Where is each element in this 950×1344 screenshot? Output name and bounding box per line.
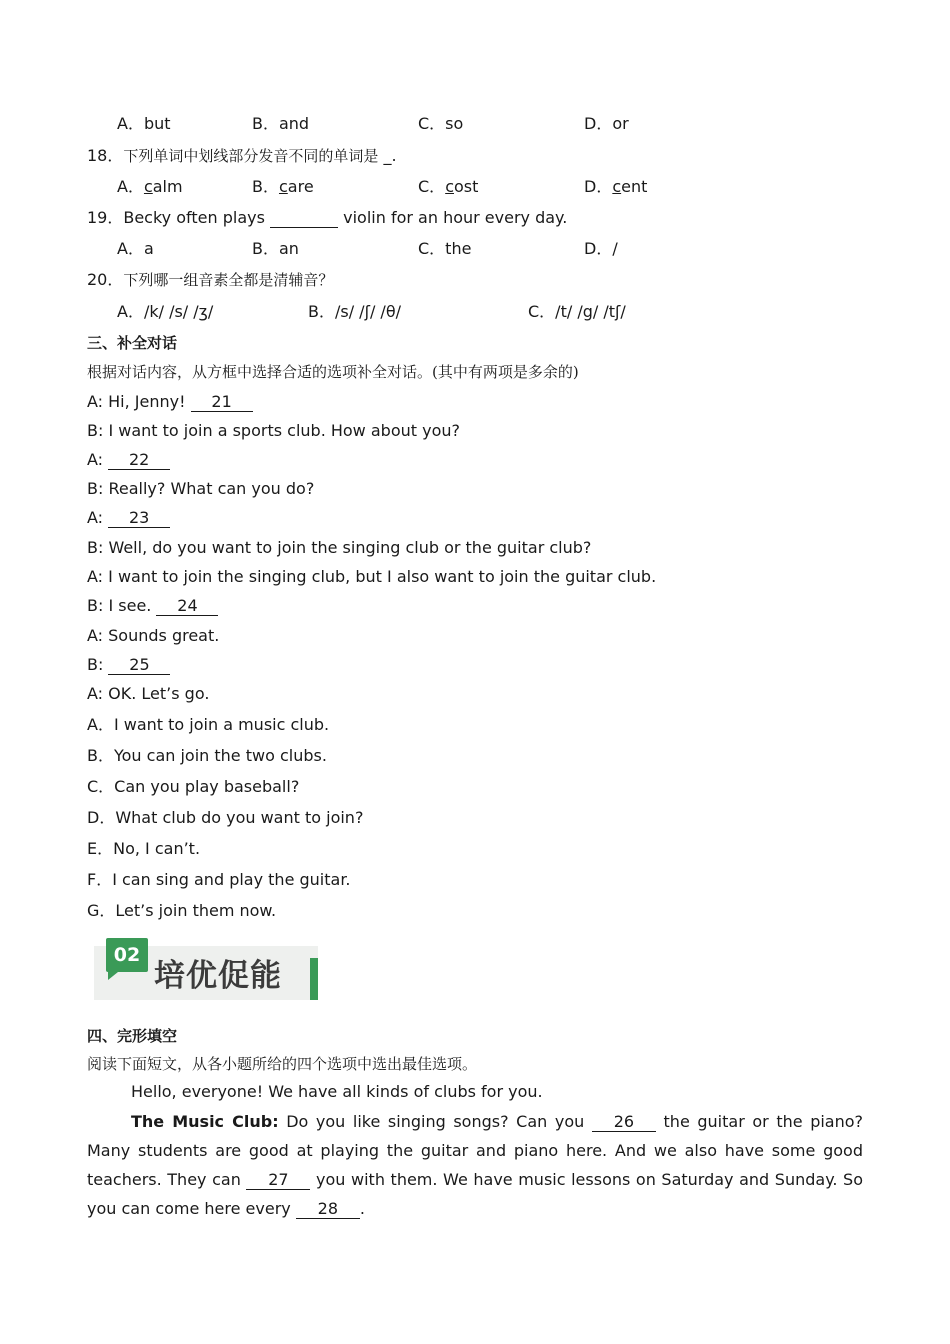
- q18-text: 下列单词中划线部分发音不同的单词是: [123, 147, 379, 165]
- q18-option-c-rest: ost: [453, 177, 479, 196]
- dialogue-blank: 23: [108, 509, 170, 528]
- section3-title: 三、补全对话: [87, 334, 178, 352]
- q18-option-d-label: D．: [584, 177, 613, 196]
- dialogue-line: [87, 392, 253, 412]
- passage-text-end: .: [359, 1199, 365, 1218]
- club-name: The Music Club:: [131, 1112, 279, 1131]
- dialogue-line: [87, 567, 656, 587]
- dialogue-option: G．Let’s join them now.: [87, 901, 277, 920]
- q19-text-after: violin for an hour every day.: [343, 208, 568, 227]
- dialogue-line: [87, 655, 170, 675]
- q20-stem: [87, 270, 333, 290]
- q20-text: 下列哪一组音素全都是清辅音？: [123, 271, 334, 289]
- q18-option-a: [117, 177, 183, 197]
- q18-option-c: [418, 177, 478, 197]
- q18-option-c-underlined: c: [445, 177, 454, 196]
- dialogue-line-text: B: I see.: [87, 596, 152, 615]
- q18-stem: [87, 146, 397, 166]
- dialogue-line: [87, 538, 591, 558]
- q19-option-c: C．the: [418, 239, 472, 258]
- dialogue-blank: 21: [191, 393, 253, 412]
- section4-instruction: 阅读下面短文，从各小题所给的四个选项中选出最佳选项。: [87, 1055, 478, 1073]
- q19-text-before: 19．Becky often plays: [87, 208, 265, 227]
- q18-option-b-label: B．: [252, 177, 279, 196]
- dialogue-line-text: A: I want to join the singing club, but I also want to join the guitar club.: [87, 567, 657, 586]
- passage-text-2: the guitar or the piano? Many students are good at playing the guitar and piano here. And we also have some good teachers. They can: [87, 1112, 864, 1189]
- q18-tail: _.: [383, 146, 397, 165]
- dialogue-line: [87, 596, 218, 616]
- dialogue-blank: 24: [156, 597, 218, 616]
- badge-accent-bar: [310, 958, 318, 1000]
- q18-option-d: [584, 177, 647, 197]
- q18-option-a-underlined: c: [143, 177, 153, 196]
- q19-blank: [270, 209, 338, 228]
- dialogue-option: F．I can sing and play the guitar.: [87, 870, 351, 889]
- q17-option-b: B．and: [252, 114, 310, 133]
- q19-option-d: D．/: [584, 239, 618, 258]
- dialogue-line: [87, 450, 170, 470]
- q20-number: 20．: [87, 270, 124, 289]
- dialogue-option: B．You can join the two clubs.: [87, 746, 327, 765]
- passage-music-club: [87, 1107, 863, 1223]
- q20-option-b: B．/s/ /ʃ/ /θ/: [308, 302, 401, 321]
- dialogue-line-text: B: Well, do you want to join the singing club or the guitar club?: [87, 538, 592, 557]
- blank-26: 26: [592, 1113, 656, 1132]
- dialogue-line: [87, 684, 209, 704]
- dialogue-line-text: B: I want to join a sports club. How about you?: [87, 421, 460, 440]
- dialogue-blank: 25: [108, 656, 170, 675]
- dialogue-line-text: A: OK. Let’s go.: [87, 684, 210, 703]
- q20-option-a: A．/k/ /s/ /ʒ/: [117, 302, 214, 321]
- q19-stem: [87, 208, 567, 228]
- section-badge: [94, 938, 320, 1002]
- q19-option-a: A．a: [117, 239, 154, 258]
- q18-option-c-label: C．: [418, 177, 446, 196]
- badge-title: 培优促能: [154, 958, 282, 994]
- badge-tail-shape: [108, 972, 118, 980]
- q18-number: 18．: [87, 146, 124, 165]
- dialogue-line: [87, 479, 314, 499]
- blank-27: 27: [246, 1171, 310, 1190]
- dialogue-blank: 22: [108, 451, 170, 470]
- q18-option-b: [252, 177, 314, 197]
- dialogue-line-text: A: Sounds great.: [87, 626, 220, 645]
- q18-option-a-label: A．: [117, 177, 144, 196]
- dialogue-line-text: B:: [87, 655, 104, 674]
- blank-28: 28: [296, 1200, 360, 1219]
- dialogue-line-text: B: Really? What can you do?: [87, 479, 315, 498]
- q17-option-a: A．but: [117, 114, 171, 133]
- dialogue-line-text: A: Hi, Jenny!: [87, 392, 186, 411]
- q20-option-c: C．/t/ /g/ /tʃ/: [528, 302, 626, 321]
- q18-option-d-underlined: c: [612, 177, 622, 196]
- q19-option-b: B．an: [252, 239, 299, 258]
- dialogue-line: [87, 626, 219, 646]
- dialogue-line-text: A:: [87, 450, 104, 469]
- dialogue-option: D．What club do you want to join?: [87, 808, 364, 827]
- dialogue-option: A．I want to join a music club.: [87, 715, 330, 734]
- dialogue-option: C．Can you play baseball?: [87, 777, 300, 796]
- dialogue-line: [87, 421, 460, 441]
- section3-instruction: 根据对话内容，从方框中选择合适的选项补全对话。(其中有两项是多余的): [87, 363, 579, 381]
- passage-intro: Hello, everyone! We have all kinds of clubs for you.: [131, 1082, 543, 1101]
- dialogue-line: [87, 508, 170, 528]
- dialogue-option: E．No, I can’t.: [87, 839, 201, 858]
- q18-option-b-underlined: c: [278, 177, 288, 196]
- passage-text-1: Do you like singing songs? Can you: [286, 1112, 585, 1131]
- q18-option-d-rest: ent: [621, 177, 648, 196]
- section4-title: 四、完形填空: [87, 1027, 178, 1045]
- q18-option-a-rest: alm: [152, 177, 183, 196]
- q17-option-d: D．or: [584, 114, 629, 133]
- q18-option-b-rest: are: [287, 177, 314, 196]
- passage-text-3: you with them. We have music lessons on Saturday and Sunday. So you can come here every: [87, 1170, 864, 1218]
- badge-number: 02: [106, 938, 148, 972]
- q17-option-c: C．so: [418, 114, 464, 133]
- dialogue-line-text: A:: [87, 508, 104, 527]
